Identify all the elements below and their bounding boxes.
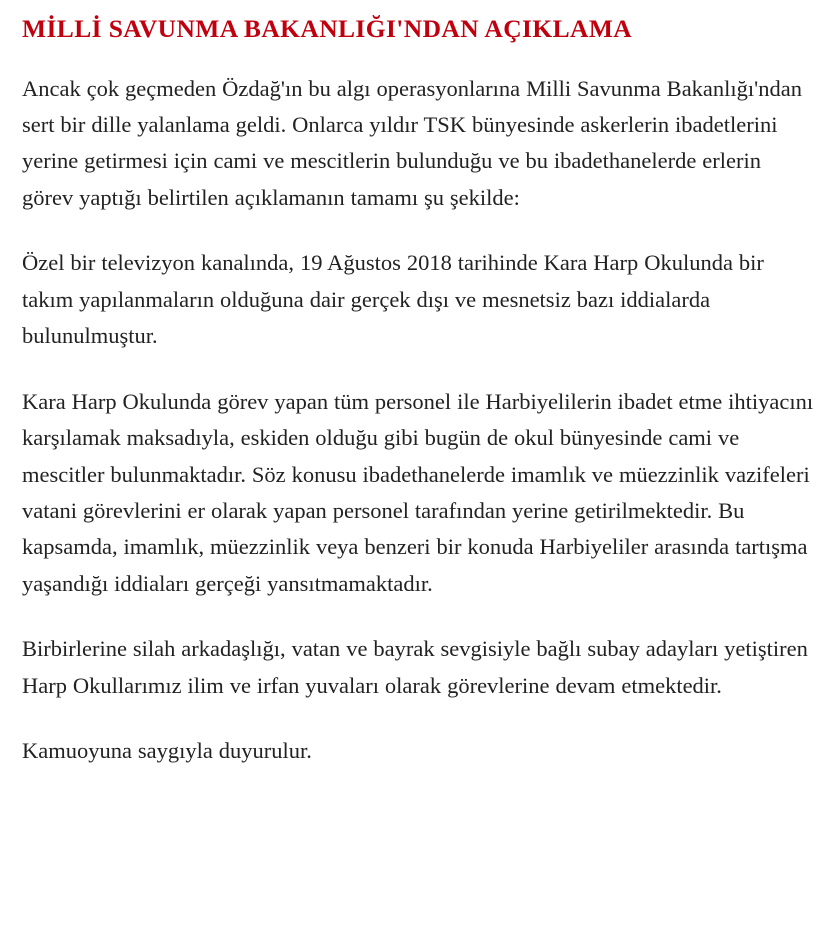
- page-title: MİLLİ SAVUNMA BAKANLIĞI'NDAN AÇIKLAMA: [22, 14, 633, 43]
- article-paragraph: Ancak çok geçmeden Özdağ'ın bu algı operasyonlarına Milli Savunma Bakanlığı'ndan sert bir dille yalanlama geldi. Onlarca yıldır TSK bünyesinde askerlerin ibadetlerini yerine getirmesi için cami ve mescitlerin bulunduğu ve bu ibadethanelerde erlerin görev yaptığı belirtilen açıklamanın tamamı şu şekilde:: [22, 75, 802, 210]
- article-paragraph: Özel bir televizyon kanalında, 19 Ağustos 2018 tarihinde Kara Harp Okulunda bir takım yapılanmaların olduğuna dair gerçek dışı ve mesnetsiz bazı iddialarda bulunulmuştur.: [22, 250, 764, 349]
- article-paragraph: Kamuoyuna saygıyla duyurulur.: [22, 738, 312, 764]
- article-paragraph: Birbirlerine silah arkadaşlığı, vatan ve bayrak sevgisiyle bağlı subay adayları yetiştiren Harp Okullarımız ilim ve irfan yuvaları olarak görevlerine devam etmektedir.: [22, 636, 808, 698]
- article-paragraph: Kara Harp Okulunda görev yapan tüm personel ile Harbiyelilerin ibadet etme ihtiyacını karşılamak maksadıyla, eskiden olduğu gibi bugün de okul bünyesinde cami ve mescitler bulunmaktadır. Söz konusu ibadethanelerde imamlık ve müezzinlik vazifeleri vatani görevlerini er olarak yapan personel tarafından yerine getirilmektedir. Bu kapsamda, imamlık, müezzinlik veya benzeri bir konuda Harbiyeliler arasında tartışma yaşandığı iddiaları gerçeği yansıtmamaktadır.: [22, 388, 814, 596]
